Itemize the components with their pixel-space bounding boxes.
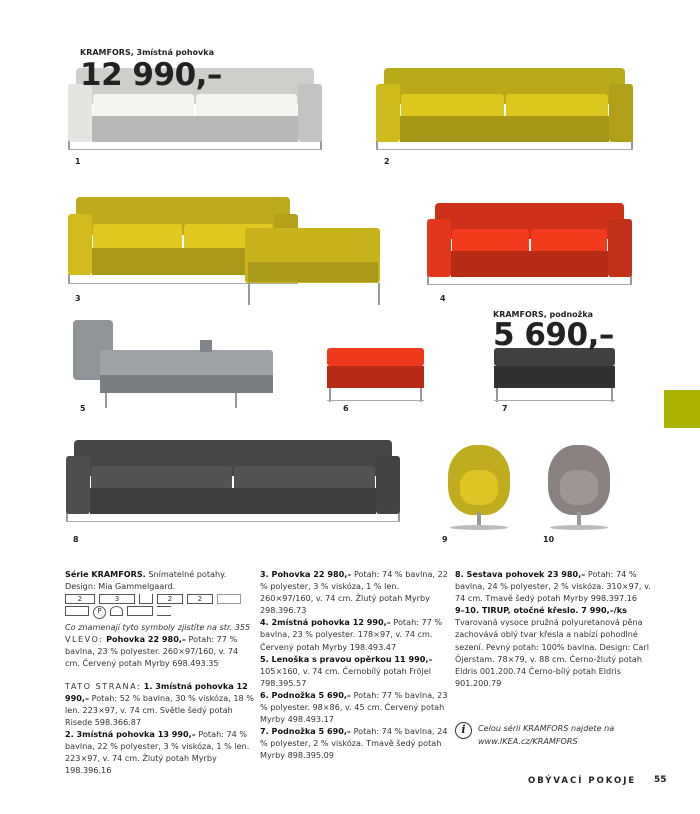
item-desc: Potah: 52 % bavlna, 30 % viskóza, 18 % len. 223×97, v. 74 cm. Světle šedý potah Risede 598.366.87 — [65, 692, 254, 727]
product-number: 7 — [502, 404, 508, 413]
sofa-frame — [376, 149, 633, 150]
section-tab — [664, 390, 700, 428]
sofa-2-seat-icon: 2 — [65, 594, 95, 604]
chair-stem — [577, 512, 581, 526]
this-page-label: TATO STRANA: — [65, 680, 142, 691]
item-title: 7. Podnožka 5 690,– — [260, 726, 351, 737]
featured-price-1: 12 990,– — [80, 57, 222, 93]
item-title: 8. Sestava pohovek 23 980,– — [455, 569, 586, 579]
sofa-cushion — [234, 466, 375, 490]
sofa-leg — [235, 393, 237, 408]
featured-title-2: KRAMFORS, podnožka — [493, 310, 594, 319]
page-number: 55 — [654, 775, 667, 785]
chaise-front — [100, 375, 273, 393]
item-desc: Potah: 77 % bavlna, 23 % polyester. 178×97, v. 74 cm. Červený potah Myrby 198.493.47 — [260, 617, 443, 652]
item-title: 3. Pohovka 22 980,– — [260, 569, 352, 579]
sofa-arm — [427, 219, 451, 277]
text-column-2 — [260, 568, 450, 762]
section-name: OBÝVACÍ POKOJE — [528, 776, 637, 786]
item-desc: Potah: 74 % bavlna, 22 % polyester, 3 % viskóza, 1 % len. 223×97, v. 74 cm. Žlutý potah Myrby 198.396.16 — [65, 728, 250, 776]
item-title: 4. 2místná pohovka 12 990,– — [260, 617, 391, 628]
sofa-3-seat-icon: 3 — [99, 594, 135, 604]
product-number: 5 — [80, 404, 86, 413]
sofa-cushion — [93, 224, 182, 250]
sofa-frame — [68, 283, 298, 284]
sofa-cushion — [91, 466, 232, 490]
left-desc: Potah: 77 % bavlna, 23 % polyester. 260×97/160, v. 74 cm. Červený potah Myrby 698.493.35 — [65, 634, 239, 669]
product-number: 4 — [440, 294, 446, 303]
chair-stem — [477, 512, 481, 526]
sofa-arm — [66, 456, 90, 514]
featured-title-1: KRAMFORS, 3místná pohovka — [80, 48, 214, 57]
legs-icon — [157, 606, 171, 616]
chaise-icon — [217, 594, 241, 604]
product-number: 10 — [543, 535, 555, 544]
product-number: 6 — [343, 404, 349, 413]
sofa-cushion — [506, 94, 609, 118]
sofa-arm — [608, 219, 632, 277]
product-number: 8 — [73, 535, 79, 544]
chair-seat — [460, 470, 498, 505]
sofa-frame — [68, 149, 322, 150]
item-title: 1. 3místná pohovka 12 990,– — [65, 680, 248, 703]
ottoman-top — [327, 348, 424, 366]
text-column-3 — [455, 568, 663, 689]
sofa-2-icon: 2 — [157, 594, 183, 604]
symbol-icons — [65, 594, 255, 604]
chair-seat — [560, 470, 598, 505]
sofa-leg — [378, 283, 380, 305]
ottoman-icon — [139, 594, 153, 604]
ottoman-side — [494, 366, 615, 388]
item-title: 9–10. TIRUP, otočné křeslo. 7 990,–/ks — [455, 605, 627, 616]
ottoman-side — [327, 366, 424, 388]
item-desc: 105×160, v. 74 cm. Černobílý potah Fröjel 798.395.57 — [260, 665, 431, 688]
sofa-leg — [248, 283, 250, 305]
chaise-front — [248, 262, 378, 282]
item-desc: Potah: 74 % bavlna, 24 % polyester, 2 % viskóza. Tmavě šedý potah Myrby 898.395.09 — [260, 726, 448, 761]
text-column-1 — [65, 568, 255, 776]
sofa-cushion — [401, 94, 504, 118]
kramfors-link[interactable]: www.IKEA.cz/KRAMFORS — [478, 736, 578, 746]
item-title: 6. Podnožka 5 690,– — [260, 689, 351, 700]
sofa-cushion — [452, 229, 529, 253]
wash-icon — [110, 606, 123, 616]
sofa-seat-front — [400, 116, 609, 142]
sofa-frame — [427, 284, 632, 285]
product-number: 3 — [75, 294, 81, 303]
sofa-seat-front — [92, 116, 298, 142]
chair-base — [550, 525, 608, 530]
product-number: 2 — [384, 157, 390, 166]
corner-sofa-icon — [127, 606, 153, 616]
chair-base — [450, 525, 508, 530]
chaise-arm — [200, 340, 212, 352]
series-desc: Snímatelné potahy. Design: Mia Gammelgaard. — [65, 569, 227, 592]
sofa-cushion — [93, 94, 194, 118]
sofa-cushion — [196, 94, 297, 118]
item-desc: Potah: 77 % bavlna, 23 % polyester. 98×86, v. 45 cm. Červený potah Myrby 498.493.17 — [260, 689, 448, 725]
item-title: 2. 3místná pohovka 13 990,– — [65, 728, 196, 739]
sofa-arm — [298, 84, 322, 142]
sofa-seat-front — [451, 251, 608, 277]
left-label: VLEVO: — [65, 634, 104, 645]
symbols-note: Co znamenají tyto symboly zjistíte na str. 355 — [65, 622, 251, 633]
left-title: Pohovka 22 980,– — [106, 634, 186, 645]
product-number: 9 — [442, 535, 448, 544]
sofa-cushion — [531, 229, 608, 253]
sofa-arm — [376, 456, 400, 514]
sofa-2-icon: 2 — [187, 594, 213, 604]
item-desc: Tvarovaná vysoce pružná polyuretanová pěna zachovává oblý tvar křesla a nabízí pohodlné sezení. Pevný potah: 100% bavlna. Design: Carl Öjerstam. 78×79, v. 88 cm. Černo-žlutý potah Eldris 001.200.74 Černo-bílý potah Eldris 901.200.79 — [455, 617, 649, 688]
sofa-frame — [66, 521, 400, 522]
chaise-icon — [65, 606, 89, 616]
symbol-icons-2 — [65, 606, 255, 619]
item-desc: Potah: 74 % bavlna, 24 % polyester, 2 % viskóza. 310×97, v. 74 cm. Tmavě šedý potah Myrby 998.397.16 — [455, 569, 651, 604]
sofa-arm — [609, 84, 633, 142]
info-icon: i — [455, 722, 472, 739]
removable-cover-icon: P — [93, 606, 106, 619]
item-title: 5. Lenoška s pravou opěrkou 11 990,– — [260, 653, 433, 664]
series-title: Série KRAMFORS. — [65, 569, 146, 579]
sofa-arm — [376, 84, 400, 142]
featured-price-2: 5 690,– — [493, 317, 614, 353]
ottoman-frame — [327, 400, 424, 401]
sofa-leg — [105, 393, 107, 408]
sofa-arm — [68, 214, 92, 275]
info-text: Celou sérii KRAMFORS najdete na — [478, 723, 615, 733]
sofa-seat-front — [90, 488, 376, 514]
ottoman-frame — [494, 400, 615, 401]
item-desc: Potah: 74 % bavlna, 22 % polyester, 3 % viskóza, 1 % len. 260×97/160, v. 74 cm. Žlutý potah Myrby 298.396.73 — [260, 569, 448, 616]
product-number: 1 — [75, 157, 81, 166]
info-note — [478, 722, 614, 748]
